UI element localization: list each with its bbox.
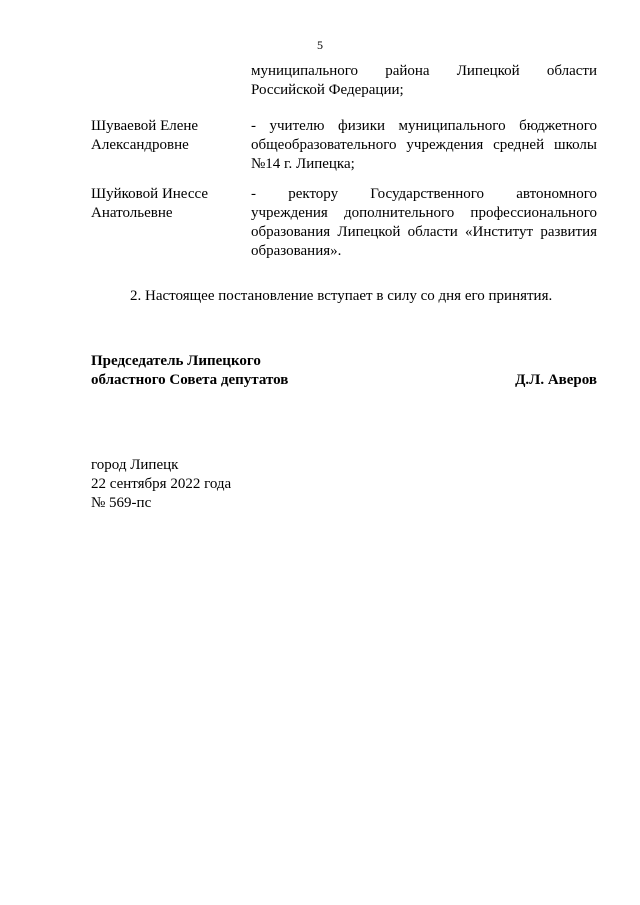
entry-description: [251, 62, 597, 100]
desc-line: общеобразовательного учреждения средней школы: [251, 137, 597, 153]
desc-line: - ректору Государственного автономного: [251, 186, 597, 202]
signatory-title-line1: Председатель Липецкого: [91, 353, 261, 369]
desc-line: муниципального района Липецкой области: [251, 63, 597, 79]
entry-description: [251, 117, 597, 174]
name-line: Шуваевой Елене: [91, 118, 199, 134]
entry-name: [91, 117, 241, 155]
name-line: Александровне: [91, 137, 189, 153]
document-number: № 569-пс: [91, 495, 152, 511]
desc-line: Российской Федерации;: [251, 82, 404, 98]
signatory-title-line2: областного Совета депутатов: [91, 372, 289, 388]
desc-line: №14 г. Липецка;: [251, 156, 355, 172]
name-line: Анатольевне: [91, 205, 173, 221]
desc-line: образования».: [251, 243, 342, 259]
name-line: Шуйковой Инессе: [91, 186, 208, 202]
date: 22 сентября 2022 года: [91, 476, 232, 492]
entry-name: [91, 185, 241, 223]
entry-description: [251, 185, 597, 261]
desc-line: образования Липецкой области «Институт развития: [251, 224, 597, 240]
desc-line: учреждения дополнительного профессионального: [251, 205, 597, 221]
document-footer: [91, 456, 231, 513]
page-number: 5: [317, 38, 323, 52]
city: город Липецк: [91, 457, 179, 473]
signature-block: [91, 352, 597, 390]
signatory-name: Д.Л. Аверов: [515, 372, 597, 388]
item-2-effective-date: 2. Настоящее постановление вступает в силу со дня его принятия.: [130, 288, 553, 304]
desc-line: - учителю физики муниципального бюджетного: [251, 118, 597, 134]
